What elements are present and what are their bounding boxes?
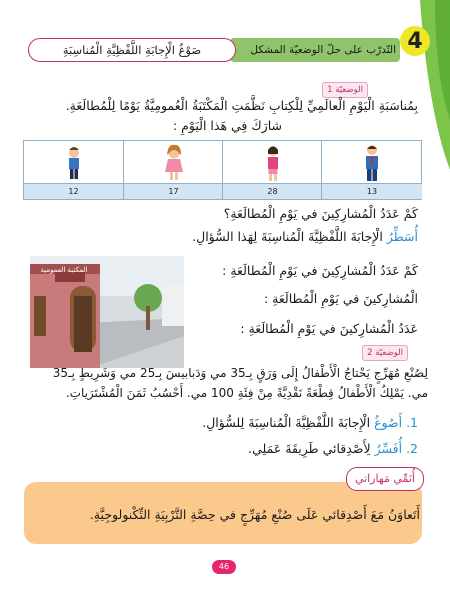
task-text: الْإِجابَةَ اللَّفْظِيَّةَ الْمُناسِبَةَ لِلسُّؤالِ.	[202, 415, 371, 430]
skills-text: أَتَعاوَنُ مَعَ أَصْدِقائي عَلَى صُنْعِ مُهَرِّجٍ في حِصَّةِ التَّرْبِيَةِ التِّكْنولوجِيَّةِ.	[89, 507, 420, 522]
situation-1-text: بِمُناسَبَةِ الْيَوْمِ الْعالَمِيِّ لِلْكِتابِ نَظَّمَتِ الْمَكْتَبَةُ الْعُمومِيَّةُ يَوْمًا لِلْمُطالَعَةِ.	[65, 98, 418, 113]
situation-1-prompt: شارَكَ فِي هَذا الْيَوْمِ :	[173, 118, 282, 133]
lesson-subtitle-pill: صَوْغُ الْإِجابَةِ اللَّفْظِيَّةِ الْمُناسِبَةِ	[28, 38, 236, 62]
task-item	[202, 414, 418, 432]
boy-figure-icon	[24, 141, 123, 183]
answer-option: كَمْ عَدَدُ الْمُشارِكِينَ في يَوْمِ الْمُطالَعَةِ :	[222, 263, 418, 278]
library-sign: المكتبة العمومية	[40, 266, 88, 274]
lesson-title: التّدرّب على حلّ الوضعيّة المشكل	[250, 44, 396, 56]
answer-option: عَدَدُ الْمُشارِكينَ في يَوْمِ الْمُطالَعَةِ :	[240, 321, 418, 336]
lesson-number-badge: 4	[400, 26, 430, 56]
situation-1-tag: الوضعيّة 1	[322, 82, 368, 98]
situation-2-text-line2: مي. يَمْلِكُ الْأَطْفالُ قِطْعَةً نَقْدِيَّةً مِنْ فِئَةِ 100 مي. أَحْسُبُ ثَمَنَ الْمُشْتَرَياتِ.	[65, 386, 428, 400]
answer-option: الْمُشارِكينَ في يَوْمِ الْمُطالَعَةِ :	[263, 291, 418, 306]
man-figure-icon	[322, 141, 422, 183]
participants-table	[23, 140, 422, 200]
table-count-cell: 28	[222, 183, 322, 199]
table-cell	[222, 141, 322, 183]
task-verb: أُفَسِّرُ	[374, 441, 403, 456]
situation-2-text-line1: لِصُنْعِ مُهَرِّجٍ يَحْتاجُ الْأَطْفالُ إِلَى وَرَقٍ بِـ35 مي وَدَبابيسَ بِـ25 مي وَشَرِيطٍ بِـ35	[52, 366, 428, 380]
table-count-cell: 12	[24, 183, 123, 199]
situation-1-question: كَمْ عَدَدُ الْمُشارِكِينَ في يَوْمِ الْمُطالَعَةِ؟	[223, 206, 418, 221]
task-text: لِأَصْدِقائي طَرِيقَةَ عَمَلِي.	[248, 441, 371, 456]
woman-figure-icon	[223, 141, 322, 183]
task-number: 1.	[406, 415, 418, 430]
situation-1-instruction	[192, 228, 418, 246]
instruction-verb: أُسَطِّرُ	[386, 229, 418, 244]
task-verb: أَصُوغُ	[374, 415, 403, 430]
table-cell	[123, 141, 223, 183]
instruction-text: الْإِجابَةَ اللَّفْظِيَّةَ الْمُناسِبَةَ لِهَذا السُّؤالِ.	[192, 229, 383, 244]
table-cell	[321, 141, 422, 183]
table-count-cell: 17	[123, 183, 223, 199]
skills-title: أُنَمِّي مَهاراتي	[346, 467, 424, 491]
table-cell	[24, 141, 123, 183]
girl-figure-icon	[124, 141, 223, 183]
situation-2-tag: الوضعيّة 2	[362, 345, 408, 361]
lesson-header	[28, 38, 400, 62]
table-count-cell: 13	[321, 183, 422, 199]
task-item	[248, 440, 418, 458]
task-number: 2.	[406, 441, 418, 456]
page-number: 46	[212, 560, 236, 574]
